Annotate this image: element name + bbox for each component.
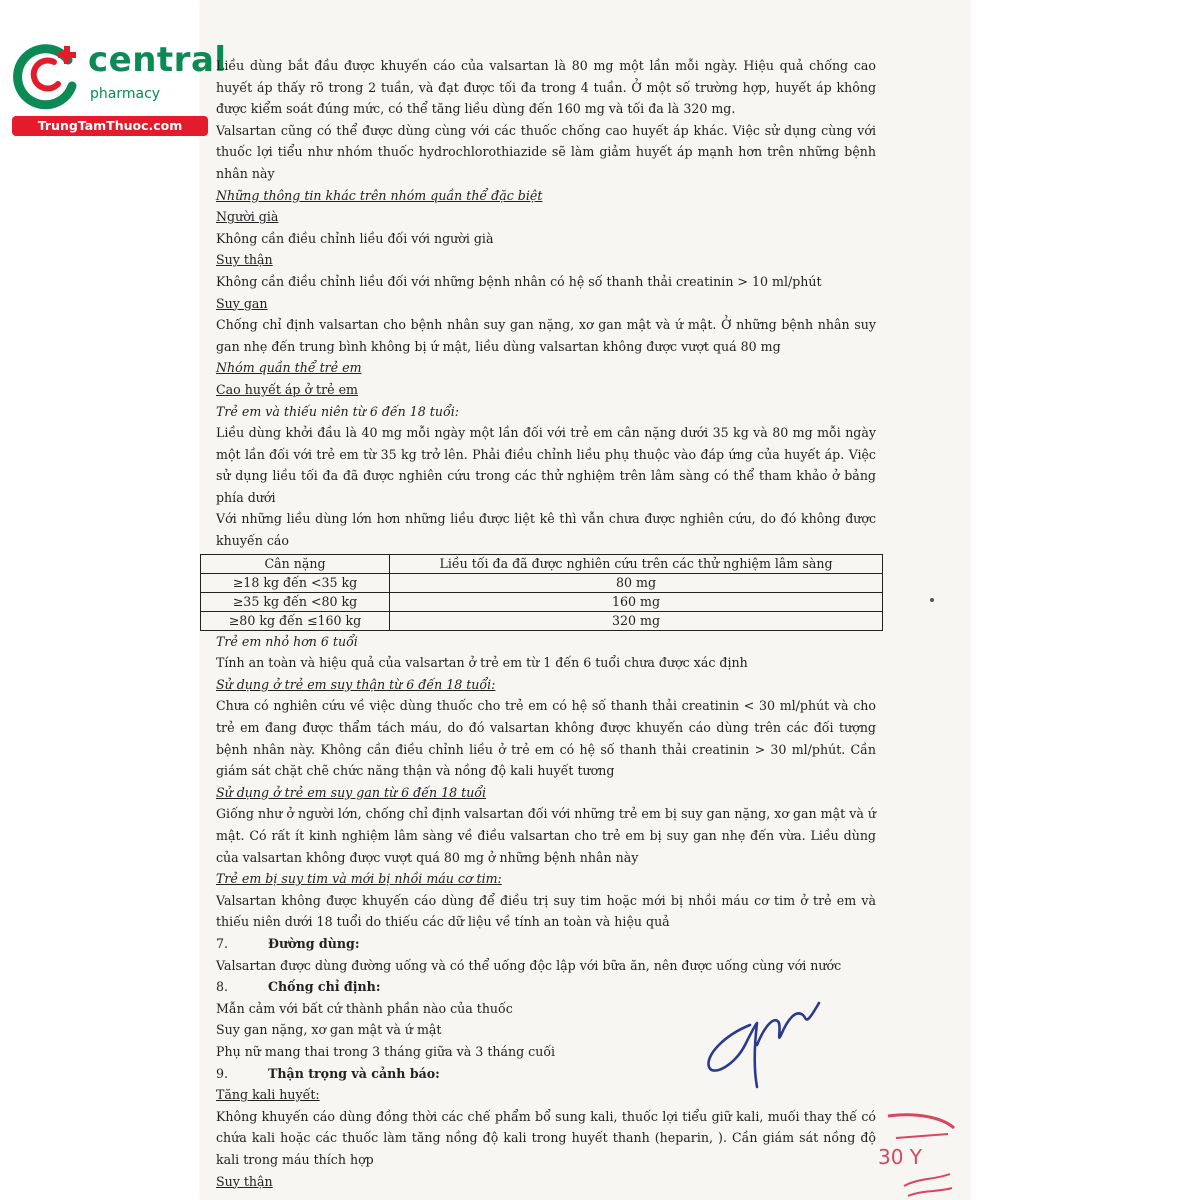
paragraph-renal: Không cần điều chỉnh liều đối với những bệnh nhân có hệ số thanh thải creatinin > 10 ml/phút (216, 273, 822, 289)
heading-elderly: Người già (216, 209, 279, 225)
heading-age-6-18: Trẻ em và thiếu niên từ 6 đến 18 tuổi: (216, 403, 459, 419)
logo-url-banner: TrungTamThuoc.com (12, 116, 208, 136)
table-header: Cân nặng (201, 554, 390, 573)
section-title: Chống chỉ định: (268, 979, 381, 995)
paragraph-child-hepatic: Giống như ở người lớn, chống chỉ định valsartan đối với những trẻ em bị suy gan nặng, xơ gan mật và ứ mật. Có rất ít kinh nghiệm lâm sàng về điều valsartan cho trẻ em bị suy gan nhẹ đến vừa. Liều dùng của valsartan không được vượt quá 80 mg ở những bệnh nhân này (216, 806, 876, 865)
paragraph-hepatic: Chống chỉ định valsartan cho bệnh nhân suy gan nặng, xơ gan mật và ứ mật. Ở những bệnh nhân suy gan nhẹ đến trung bình không bị ứ mật, liều dùng valsartan không được vượt quá 80 mg (216, 317, 876, 354)
paragraph-initial-dose: Liều dùng bắt đầu được khuyến cáo của valsartan là 80 mg một lần mỗi ngày. Hiệu quả chống cao huyết áp thấy rõ trong 2 tuần, và đạt được tối đa trong 4 tuần. Ở một số trường hợp, huyết áp không được kiểm soát đúng mức, có thể tăng liều dùng đến 160 mg và tối đa là 320 mg. (216, 58, 876, 117)
paragraph-child-dose: Liều dùng khởi đầu là 40 mg mỗi ngày một lần đối với trẻ em cân nặng dưới 35 kg và 80 mg mỗi ngày một lần đối với trẻ em từ 35 kg trở lên. Phải điều chỉnh liều phụ thuộc vào đáp ứng của huyết áp. Việc sử dụng liều tối đa đã được nghiên cứu trong các thử nghiệm trên lâm sàng có thể tham khảo ở bảng phía dưới (216, 425, 876, 505)
table-header-row (201, 554, 883, 573)
logo-subtitle: pharmacy (90, 86, 161, 102)
heading-child-heart: Trẻ em bị suy tim và mới bị nhồi máu cơ tim: (216, 871, 502, 887)
paragraph-route: Valsartan được dùng đường uống và có thể uống độc lập với bữa ăn, nên được uống cùng với nước (216, 957, 842, 973)
table-cell: ≥80 kg đến ≤160 kg (201, 611, 390, 630)
paragraph-child-heart: Valsartan không được khuyến cáo dùng để điều trị suy tim hoặc mới bị nhồi máu cơ tim ở trẻ em và thiếu niên dưới 18 tuổi do thiếu các dữ liệu về tính an toàn và hiệu quả (216, 892, 876, 930)
heading-renal-warning: Suy thận (216, 1173, 273, 1189)
signature-mark (695, 995, 835, 1095)
table-header: Liều tối đa đã được nghiên cứu trên các thử nghiệm lâm sàng (390, 554, 883, 573)
heading-children: Nhóm quần thể trẻ em (216, 360, 362, 376)
table-cell: ≥18 kg đến <35 kg (201, 573, 390, 592)
heading-renal: Suy thận (216, 252, 273, 268)
dose-table (200, 554, 883, 631)
section-7-heading (216, 933, 876, 955)
official-stamp (868, 1108, 958, 1200)
section-title: Đường dùng: (268, 935, 360, 951)
heading-child-hypertension: Cao huyết áp ở trẻ em (216, 381, 358, 397)
heading-hepatic: Suy gan (216, 295, 268, 311)
table-row (201, 592, 883, 611)
paragraph-under-6: Tính an toàn và hiệu quả của valsartan ở trẻ em từ 1 đến 6 tuổi chưa được xác định (216, 655, 748, 671)
contraindication-item: Suy gan nặng, xơ gan mật và ứ mật (216, 1022, 442, 1038)
paragraph-higher-doses: Với những liều dùng lớn hơn những liều được liệt kê thì vẫn chưa được nghiên cứu, do đó không được khuyến cáo (216, 511, 876, 549)
table-cell: 320 mg (390, 611, 883, 630)
table-cell: 80 mg (390, 573, 883, 592)
table-row (201, 573, 883, 592)
paragraph-child-renal: Chưa có nghiên cứu về việc dùng thuốc cho trẻ em có hệ số thanh thải creatinin < 30 ml/phút và cho trẻ em đang được thẩm tách máu, do đó valsartan không được khuyến cáo dùng trên các đối tượng bệnh nhân này. Không cần điều chỉnh liều ở trẻ em có hệ số thanh thải creatinin > 30 ml/phút. Cần giám sát chặt chẽ chức năng thận và nồng độ kali huyết tương (216, 698, 876, 779)
heading-hyperkalemia: Tăng kali huyết: (216, 1087, 320, 1103)
table-cell: 160 mg (390, 592, 883, 611)
pharmacy-cross-icon (10, 38, 88, 116)
heading-special-populations: Những thông tin khác trên nhóm quần thể đặc biệt (216, 187, 543, 203)
paragraph-hyperkalemia: Không khuyến cáo dùng đồng thời các chế phẩm bổ sung kali, thuốc lợi tiểu giữ kali, muối thay thế có chứa kali hoặc các thuốc làm tăng nồng độ kali trong huyết thanh (heparin, ). Cần giám sát nồng độ kali trong máu thích hợp (216, 1108, 876, 1167)
central-pharmacy-logo (10, 38, 227, 138)
section-number: 7. (216, 935, 229, 951)
section-title: Thận trọng và cảnh báo: (268, 1065, 440, 1081)
stamp-text: 30 Y (878, 1145, 923, 1169)
heading-child-hepatic: Sử dụng ở trẻ em suy gan từ 6 đến 18 tuổi (216, 784, 487, 800)
section-number: 9. (216, 1065, 229, 1081)
contraindication-item: Mẫn cảm với bất cứ thành phần nào của thuốc (216, 1000, 513, 1016)
heading-under-6: Trẻ em nhỏ hơn 6 tuổi (216, 633, 358, 649)
table-cell: ≥35 kg đến <80 kg (201, 592, 390, 611)
logo-brand: central (88, 40, 227, 80)
scan-speck (930, 598, 934, 602)
heading-child-renal: Sử dụng ở trẻ em suy thận từ 6 đến 18 tuổi: (216, 676, 496, 692)
section-number: 8. (216, 979, 229, 995)
paragraph-combination: Valsartan cũng có thể được dùng cùng với các thuốc chống cao huyết áp khác. Việc sử dụng cùng với thuốc lợi tiểu như nhóm thuốc hydrochlorothiazide sẽ làm giảm huyết áp mạnh hơn trên những bệnh nhân này (216, 122, 876, 181)
paragraph-elderly: Không cần điều chỉnh liều đối với người già (216, 230, 494, 246)
table-row (201, 611, 883, 630)
contraindication-item: Phụ nữ mang thai trong 3 tháng giữa và 3 tháng cuối (216, 1043, 556, 1059)
